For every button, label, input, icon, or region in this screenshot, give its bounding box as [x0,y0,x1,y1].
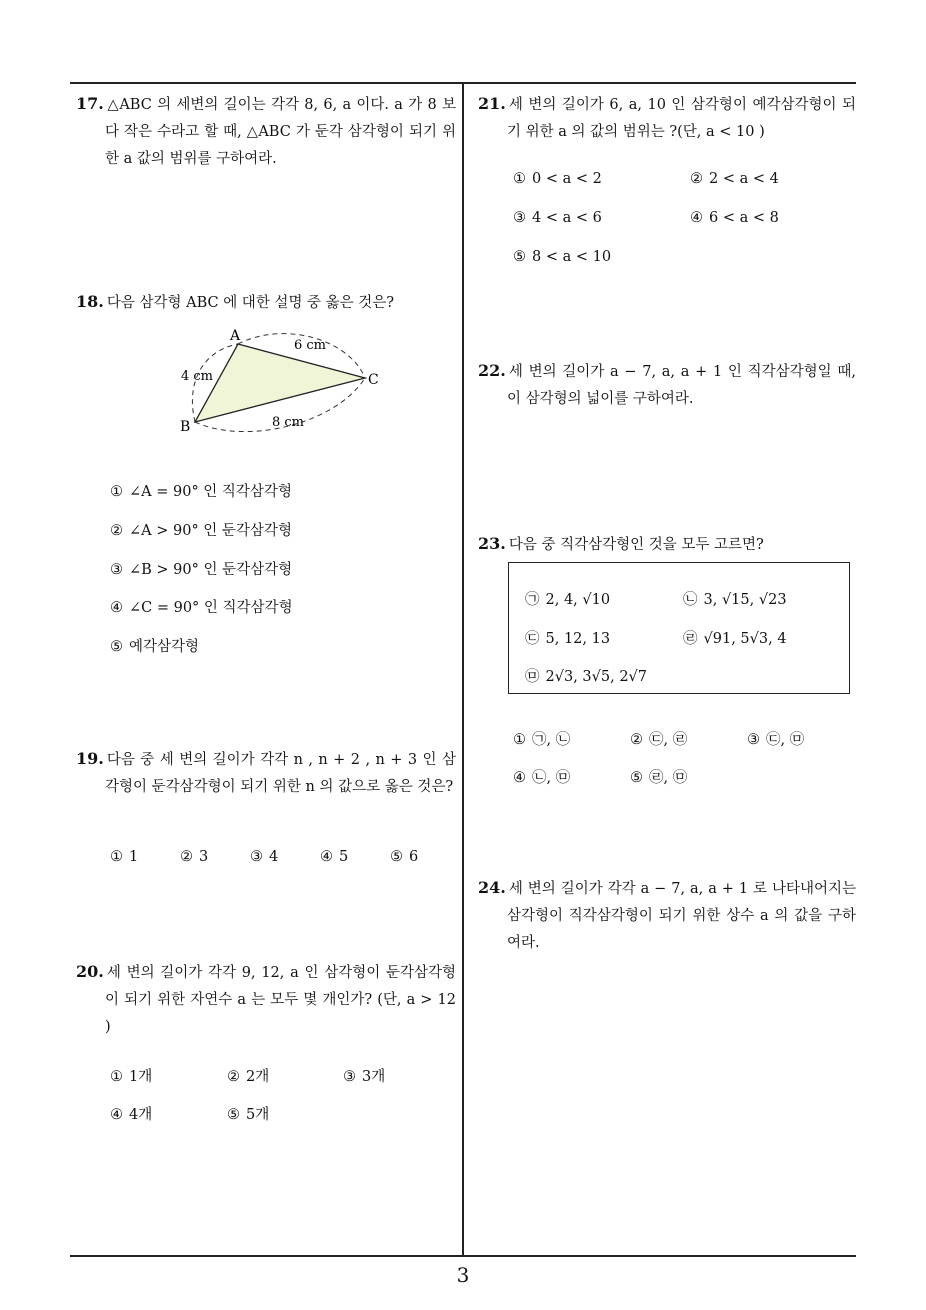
q20-option-3[interactable] [343,1065,385,1086]
q21-option-1-text: 0 < a < 2 [532,171,602,187]
q23-option-2-mark: ② [630,732,643,748]
q23-box-item-1 [525,588,610,609]
q19-option-2-text: 3 [199,849,209,865]
q21-option-5[interactable] [513,249,611,265]
q18-option-1[interactable] [110,480,292,501]
question-24-number: 24. [478,878,506,897]
q23-choice-box [508,562,850,694]
question-24-stem [478,874,856,957]
q19-option-2[interactable] [180,849,208,865]
question-21-stem [478,90,856,146]
question-18-text: 다음 삼각형 ABC 에 대한 설명 중 옳은 것은? [106,295,395,311]
q19-option-1[interactable] [110,849,138,865]
side-ac-label: 6 cm [294,338,327,353]
side-ab-label: 4 cm [181,369,214,384]
q20-option-1-text: 1개 [129,1069,153,1085]
q21-option-4-mark: ④ [690,210,703,226]
q20-option-4-mark: ④ [110,1107,123,1123]
q23-option-1-mark: ① [513,732,526,748]
question-18 [76,288,456,317]
q20-option-5-mark: ⑤ [227,1107,240,1123]
q20-option-4[interactable] [110,1103,152,1124]
q23-option-3[interactable] [747,728,804,749]
q20-option-3-mark: ③ [343,1069,356,1085]
q20-option-2[interactable] [227,1065,269,1086]
q21-option-2-text: 2 < a < 4 [709,171,779,187]
q19-option-1-text: 1 [129,849,139,865]
q21-option-4-text: 6 < a < 8 [709,210,779,226]
question-21 [478,90,856,146]
q23-option-4-mark: ④ [513,770,526,786]
q21-option-3-mark: ③ [513,210,526,226]
q20-option-5[interactable] [227,1103,269,1124]
q21-option-3[interactable] [513,210,602,226]
q23-box-item-5-text: 2√3, 3√5, 2√7 [545,669,648,685]
q21-option-3-text: 4 < a < 6 [532,210,602,226]
q21-option-2[interactable] [690,171,779,187]
q23-box-item-1-mark: ㉠ [525,592,540,608]
q19-option-2-mark: ② [180,849,193,865]
q20-option-4-text: 4개 [129,1107,153,1123]
q18-option-2[interactable] [110,519,292,540]
q18-option-4[interactable] [110,596,293,617]
question-24 [478,874,856,957]
q19-option-5-text: 6 [409,849,419,865]
q20-option-1-mark: ① [110,1069,123,1085]
q23-option-5-text: ㉣, ㉤ [649,770,688,786]
q23-box-item-5-mark: ㉤ [525,669,540,685]
q23-option-2[interactable] [630,728,687,749]
question-22-text: 세 변의 길이가 a − 7, a, a + 1 인 직각삼각형일 때, 이 삼각형의 넓이를 구하여라. [507,364,856,407]
question-19 [76,745,456,801]
question-20-text: 세 변의 길이가 각각 9, 12, a 인 삼각형이 둔각삼각형이 되기 위한 자연수 a 는 모두 몇 개인가? (단, a > 12 ) [105,965,456,1035]
vertex-a-label: A [230,328,241,344]
vertex-c-label: C [368,372,379,388]
q18-option-3-mark: ③ [110,562,123,578]
q23-box-item-3-mark: ㉢ [525,631,540,647]
q23-option-4-text: ㉡, ㉤ [532,770,571,786]
q18-option-1-text: ∠A = 90° 인 직각삼각형 [129,484,292,500]
question-21-number: 21. [478,94,506,113]
question-22-stem [478,357,856,413]
q23-box-item-4 [683,627,787,648]
question-18-number: 18. [76,292,104,311]
q23-box-item-5 [525,665,647,686]
bottom-rule [70,1255,856,1257]
q20-option-2-text: 2개 [246,1069,270,1085]
q23-option-4[interactable] [513,766,570,787]
q21-option-4[interactable] [690,210,779,226]
q23-box-item-3 [525,627,610,648]
q21-option-5-text: 8 < a < 10 [532,249,612,265]
q19-option-4-text: 5 [339,849,349,865]
question-18-stem [76,288,456,317]
question-24-text: 세 변의 길이가 각각 a − 7, a, a + 1 로 나타내어지는 삼각형이 직각삼각형이 되기 위한 상수 a 의 값을 구하여라. [507,881,856,951]
q21-option-5-mark: ⑤ [513,249,526,265]
q23-option-3-mark: ③ [747,732,760,748]
q20-option-5-text: 5개 [246,1107,270,1123]
triangle-body [195,344,365,422]
question-17-stem [76,90,456,173]
question-20-stem [76,958,456,1041]
question-17-text: △ABC 의 세변의 길이는 각각 8, 6, a 이다. a 가 8 보다 작은 수라고 할 때, △ABC 가 둔각 삼각형이 되기 위한 a 값의 범위를 구하여라. [105,97,456,167]
q20-option-3-text: 3개 [362,1069,386,1085]
q19-option-1-mark: ① [110,849,123,865]
q18-option-4-mark: ④ [110,600,123,616]
question-22-number: 22. [478,361,506,380]
q23-box-item-1-text: 2, 4, √10 [545,592,611,608]
question-19-stem [76,745,456,801]
vertex-b-label: B [180,419,191,435]
q18-option-5[interactable] [110,635,199,656]
question-17-number: 17. [76,94,104,113]
q21-option-1[interactable] [513,171,602,187]
question-19-text: 다음 중 세 변의 길이가 각각 n , n + 2 , n + 3 인 삼각형이 둔각삼각형이 되기 위한 n 의 값으로 옳은 것은? [105,752,456,795]
q18-option-5-mark: ⑤ [110,639,123,655]
q19-option-5[interactable] [390,849,418,865]
q19-option-3[interactable] [250,849,278,865]
column-divider [462,82,464,1256]
q18-option-2-mark: ② [110,523,123,539]
question-23-number: 23. [478,534,506,553]
q21-option-2-mark: ② [690,171,703,187]
page-number: 3 [456,1263,470,1287]
question-20-number: 20. [76,962,104,981]
q23-option-1-text: ㉠, ㉡ [532,732,571,748]
q19-option-4[interactable] [320,849,348,865]
q18-option-3[interactable] [110,558,292,579]
q18-option-3-text: ∠B > 90° 인 둔각삼각형 [129,562,293,578]
q23-option-1[interactable] [513,728,570,749]
q23-box-item-3-text: 5, 12, 13 [545,631,611,647]
q21-option-1-mark: ① [513,171,526,187]
q23-box-item-4-text: √91, 5√3, 4 [703,631,787,647]
q23-option-5-mark: ⑤ [630,770,643,786]
side-bc-label: 8 cm [272,415,305,430]
q18-option-4-text: ∠C = 90° 인 직각삼각형 [129,600,293,616]
q18-option-2-text: ∠A > 90° 인 둔각삼각형 [129,523,292,539]
q23-box-item-2-text: 3, √15, √23 [703,592,787,608]
triangle-abc-figure [175,325,415,435]
question-22 [478,357,856,413]
q19-option-3-mark: ③ [250,849,263,865]
q23-option-5[interactable] [630,766,687,787]
question-17 [76,90,456,173]
q19-option-4-mark: ④ [320,849,333,865]
q18-option-5-text: 예각삼각형 [129,639,200,655]
question-23 [478,530,856,559]
q23-option-3-text: ㉢, ㉤ [766,732,805,748]
q19-option-3-text: 4 [269,849,279,865]
question-23-stem [478,530,856,559]
question-19-number: 19. [76,749,104,768]
q19-option-5-mark: ⑤ [390,849,403,865]
q18-option-1-mark: ① [110,484,123,500]
question-20 [76,958,456,1041]
question-23-text: 다음 중 직각삼각형인 것을 모두 고르면? [508,537,764,553]
q23-box-item-2 [683,588,787,609]
question-21-text: 세 변의 길이가 6, a, 10 인 삼각형이 예각삼각형이 되기 위한 a 의 값의 범위는 ?(단, a < 10 ) [507,97,856,140]
q23-box-item-4-mark: ㉣ [683,631,698,647]
q20-option-2-mark: ② [227,1069,240,1085]
q23-box-item-2-mark: ㉡ [683,592,698,608]
q20-option-1[interactable] [110,1065,152,1086]
q23-option-2-text: ㉢, ㉣ [649,732,688,748]
